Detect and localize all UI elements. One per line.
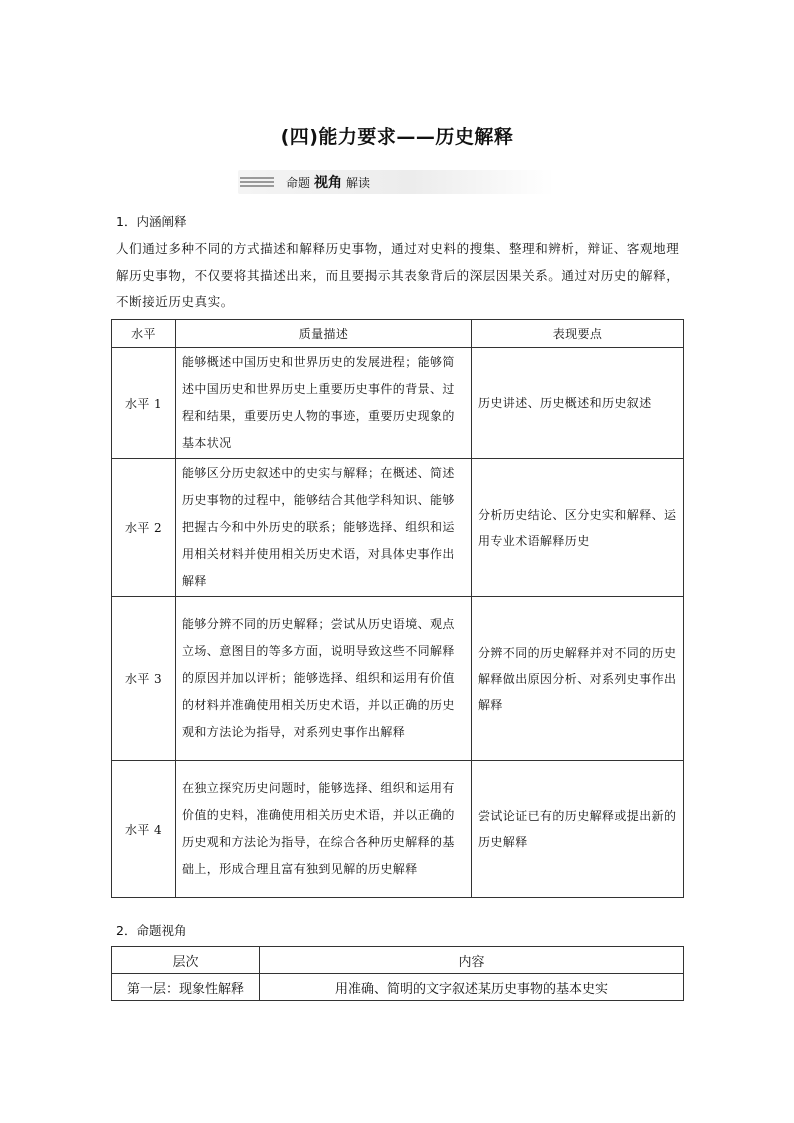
header-layer: 层次 bbox=[112, 947, 260, 974]
row-description: 能够区分历史叙述中的史实与解释；在概述、简述历史事物的过程中，能够结合其他学科知识、能够把握古今和中外历史的联系；能够选择、组织和运用相关材料并使用相关历史术语，对具体史事作出解释 bbox=[176, 459, 472, 597]
views-table-header bbox=[112, 947, 684, 974]
row-key-points: 分辨不同的历史解释并对不同的历史解释做出原因分析、对系列史事作出解释 bbox=[472, 597, 684, 761]
row-level: 水平 4 bbox=[112, 761, 176, 898]
section-banner bbox=[238, 170, 554, 194]
row-key-points: 尝试论证已有的历史解释或提出新的历史解释 bbox=[472, 761, 684, 898]
row-layer: 第一层：现象性解释 bbox=[112, 974, 260, 1001]
row-description: 能够概述中国历史和世界历史的发展进程；能够简述中国历史和世界历史上重要历史事件的背景、过程和结果，重要历史人物的事迹，重要历史现象的基本状况 bbox=[176, 348, 472, 459]
header-key-points: 表现要点 bbox=[472, 320, 684, 348]
row-level: 水平 3 bbox=[112, 597, 176, 761]
banner-stripes-icon bbox=[240, 177, 274, 187]
table-row bbox=[112, 459, 684, 597]
row-level: 水平 1 bbox=[112, 348, 176, 459]
levels-table bbox=[111, 319, 684, 898]
row-key-points: 历史讲述、历史概述和历史叙述 bbox=[472, 348, 684, 459]
header-description: 质量描述 bbox=[176, 320, 472, 348]
table-row bbox=[112, 597, 684, 761]
table-row bbox=[112, 761, 684, 898]
banner-suffix: 解读 bbox=[346, 175, 371, 190]
section1-heading: 1．内涵阐释 bbox=[116, 214, 187, 229]
row-level: 水平 2 bbox=[112, 459, 176, 597]
page-title: (四)能力要求——历史解释 bbox=[280, 126, 514, 148]
table-row bbox=[112, 348, 684, 459]
row-description: 在独立探究历史问题时，能够选择、组织和运用有价值的史料，准确使用相关历史术语，并以正确的历史观和方法论为指导，在综合各种历史解释的基础上，形成合理且富有独到见解的历史解释 bbox=[176, 761, 472, 898]
row-content: 用准确、简明的文字叙述某历史事物的基本史实 bbox=[260, 974, 684, 1001]
header-level: 水平 bbox=[112, 320, 176, 348]
views-table bbox=[111, 946, 684, 1001]
row-key-points: 分析历史结论、区分史实和解释、运用专业术语解释历史 bbox=[472, 459, 684, 597]
section1-paragraph: 人们通过多种不同的方式描述和解释历史事物，通过对史料的搜集、整理和辨析，辩证、客观地理解历史事物，不仅要将其描述出来，而且要揭示其表象背后的深层因果关系。通过对历史的解释，不断接近历史真实。 bbox=[116, 241, 680, 309]
levels-table-header bbox=[112, 320, 684, 348]
row-description: 能够分辨不同的历史解释；尝试从历史语境、观点立场、意图目的等多方面，说明导致这些不同解释的原因并加以评析；能够选择、组织和运用有价值的材料并准确使用相关历史术语，并以正确的历史观和方法论为指导，对系列史事作出解释 bbox=[176, 597, 472, 761]
banner-strong: 视角 bbox=[314, 175, 343, 191]
banner-prefix: 命题 bbox=[286, 175, 311, 190]
section2-heading: 2．命题视角 bbox=[116, 923, 187, 938]
header-content: 内容 bbox=[260, 947, 684, 974]
table-row bbox=[112, 974, 684, 1001]
